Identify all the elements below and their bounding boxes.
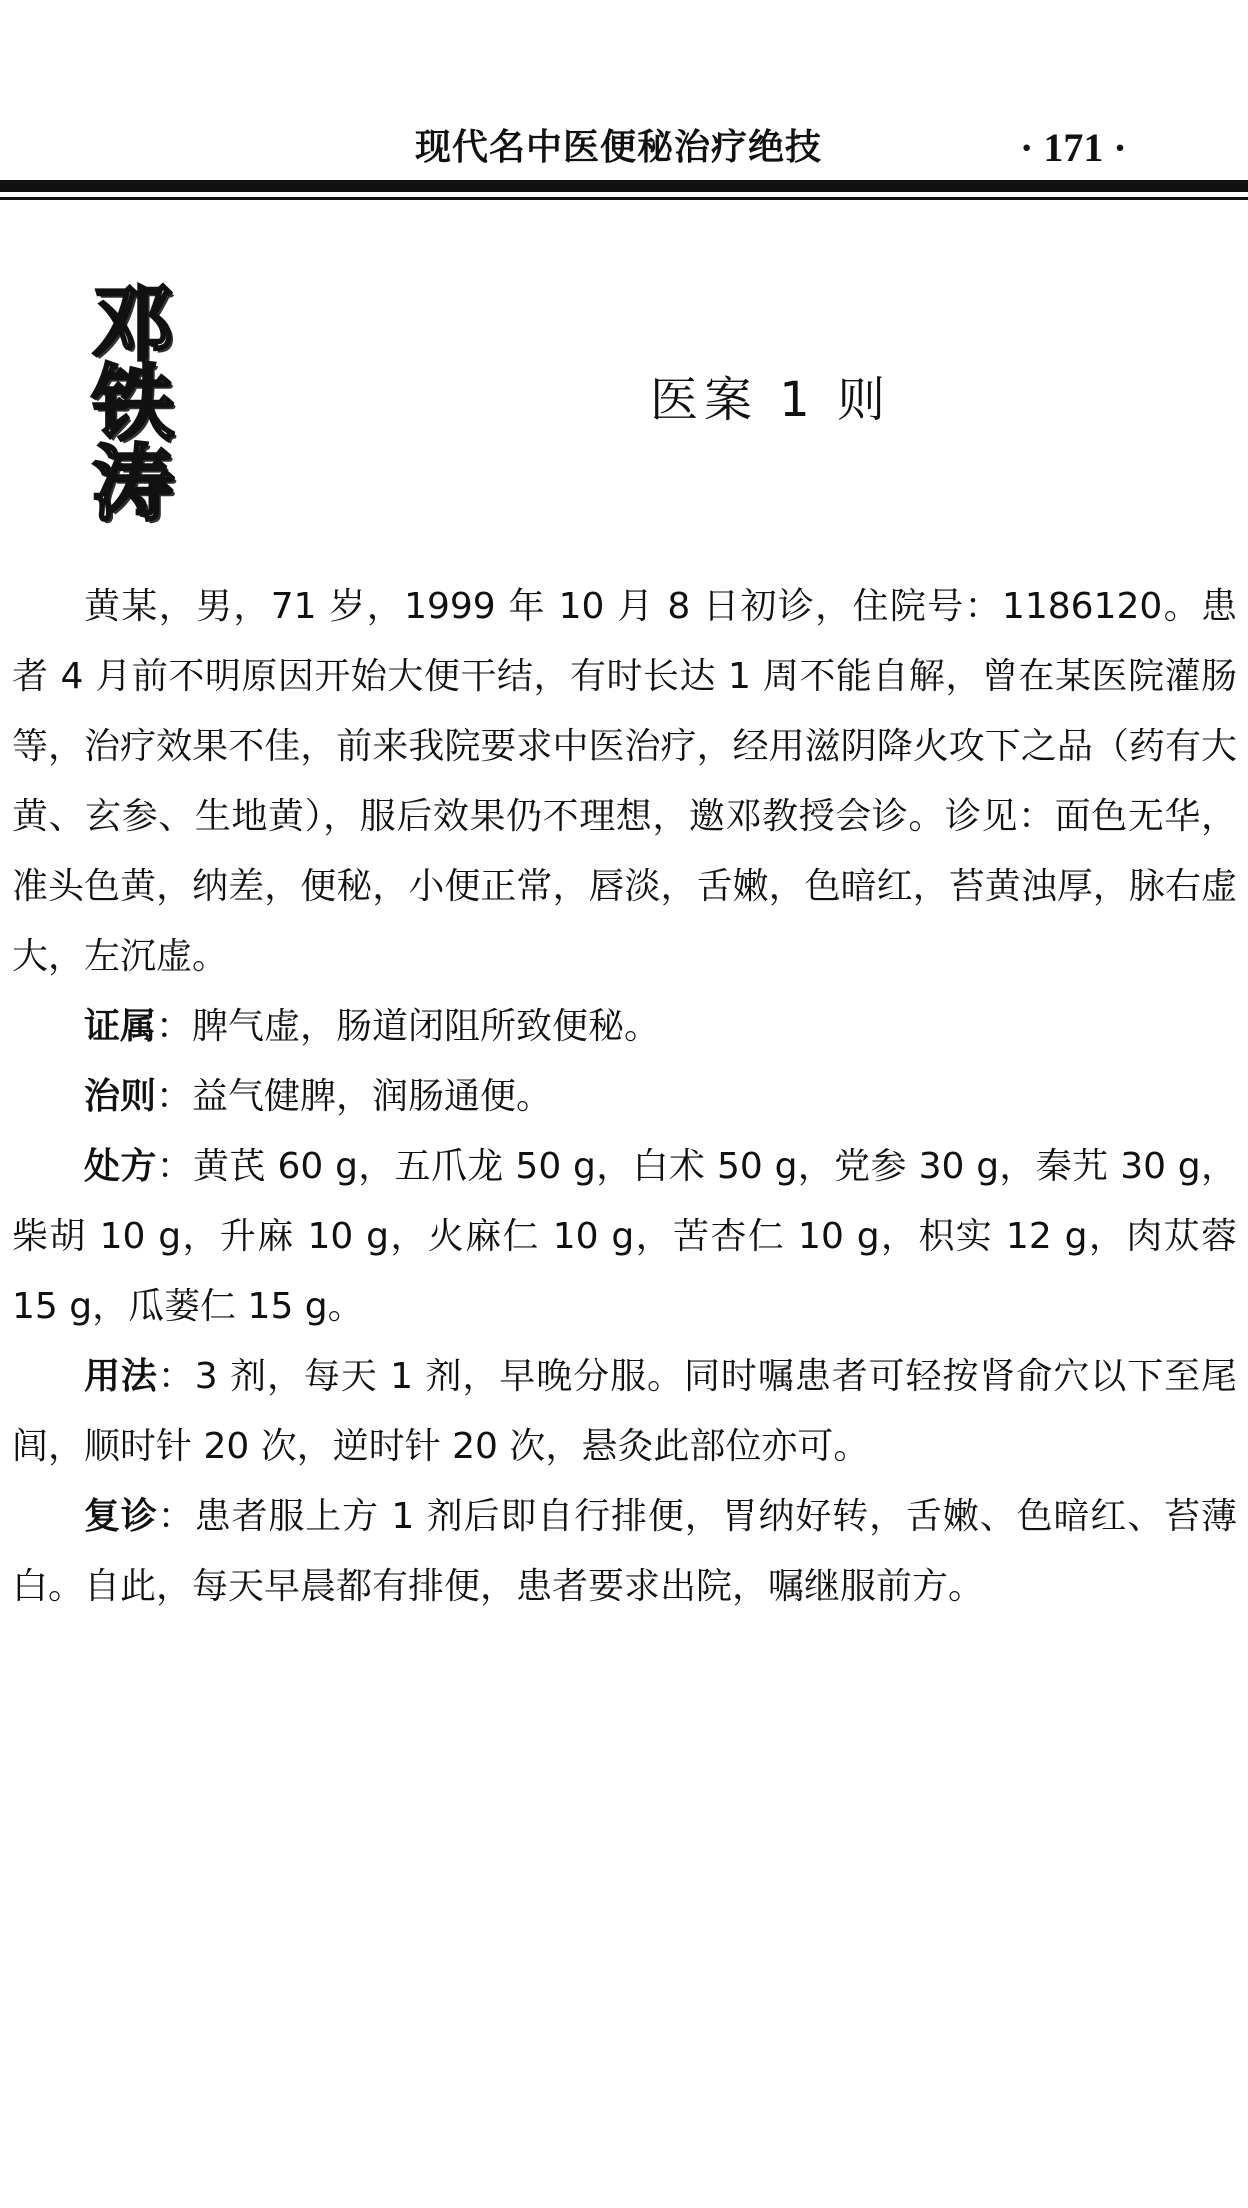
running-title: 现代名中医便秘治疗绝技 <box>415 127 823 168</box>
diagnosis-label: 证属 <box>84 1006 157 1047</box>
case-body <box>12 572 1237 1622</box>
usage-text: ：3 剂，每天 1 剂，早晚分服。同时嘱患者可轻按肾俞穴以下至尾闾，顺时针 20 次，逆时针 20 次，悬灸此部位亦可。 <box>12 1356 1237 1467</box>
page-header <box>0 118 1248 178</box>
page-number: · 171 · <box>1020 125 1127 170</box>
prescription-text: ：黄芪 60 g，五爪龙 50 g，白术 50 g，党参 30 g，秦艽 30 g，柴胡 10 g，升麻 10 g，火麻仁 10 g，苦杏仁 10 g，枳实 12 g，肉苁蓉 15 g，瓜蒌仁 15 g。 <box>12 1146 1237 1327</box>
case-title: 医案 1 则 <box>650 372 892 428</box>
author-name <box>92 277 227 532</box>
follow-up-label: 复诊 <box>84 1496 158 1537</box>
diagnosis-paragraph <box>12 992 1237 1062</box>
author-char-2: 铁 <box>92 357 175 452</box>
header-rule-thick <box>0 180 1248 192</box>
prescription-label: 处方 <box>84 1146 157 1187</box>
usage-paragraph <box>12 1342 1237 1482</box>
diagnosis-text: ：脾气虚，肠道闭阻所致便秘。 <box>156 1006 661 1047</box>
author-char-1: 邓 <box>92 277 175 372</box>
treatment-principle-paragraph <box>12 1062 1237 1132</box>
author-char-3: 涛 <box>92 437 175 532</box>
header-rule-thin <box>0 197 1248 200</box>
case-intro-paragraph: 黄某，男，71 岁，1999 年 10 月 8 日初诊，住院号：1186120。患者 4 月前不明原因开始大便干结，有时长达 1 周不能自解，曾在某医院灌肠等，治疗效果不佳，前来我院要求中医治疗，经用滋阴降火攻下之品（药有大黄、玄参、生地黄），服后效果仍不理想，邀邓教授会诊。诊见：面色无华，准头色黄，纳差，便秘，小便正常，唇淡，舌嫩，色暗红，苔黄浊厚，脉右虚大，左沉虚。 <box>12 586 1237 977</box>
usage-label: 用法 <box>84 1356 158 1397</box>
treatment-principle-text: ：益气健脾，润肠通便。 <box>156 1076 553 1117</box>
prescription-paragraph <box>12 1132 1237 1342</box>
follow-up-text: ：患者服上方 1 剂后即自行排便，胃纳好转，舌嫩、色暗红、苔薄白。自此，每天早晨都有排便，患者要求出院，嘱继服前方。 <box>12 1496 1237 1607</box>
treatment-principle-label: 治则 <box>84 1076 157 1117</box>
follow-up-paragraph <box>12 1482 1237 1622</box>
